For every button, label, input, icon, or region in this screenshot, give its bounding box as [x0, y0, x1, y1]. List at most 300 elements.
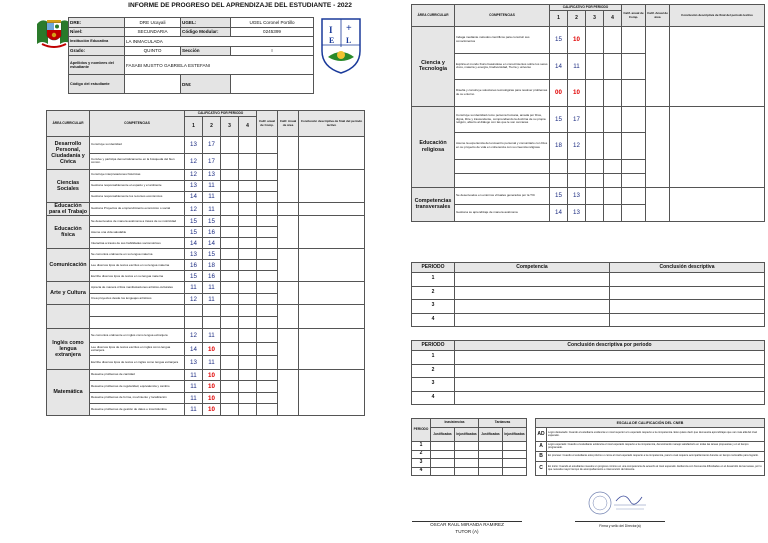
left-grade-p2: 17 — [203, 153, 221, 170]
institucion-label: Institución Educativa — [69, 37, 125, 47]
right-calif-anual — [622, 106, 646, 133]
left-conclusion — [299, 282, 365, 305]
right-col-calif-area-header: Calif. Anual de área — [646, 5, 670, 27]
left-grade-p3 — [221, 153, 239, 170]
left-grade-p1: 11 — [185, 392, 203, 404]
left-calif-anual — [257, 192, 278, 203]
scale-row — [536, 428, 765, 442]
left-grade-p1: 12 — [185, 170, 203, 181]
left-calif-area — [278, 369, 299, 415]
cp-row-3: 3 — [412, 378, 455, 392]
right-col-period-4: 4 — [604, 11, 622, 27]
right-grade-p4 — [604, 133, 622, 160]
left-grade-p3 — [221, 170, 239, 181]
left-calif-anual — [257, 181, 278, 192]
right-grade-p2: 17 — [568, 106, 586, 133]
att-tard-justificadas: Justificadas — [479, 428, 503, 442]
left-competencia: Gestiona responsablemente los recursos económicos — [90, 192, 185, 203]
director-signature-line — [575, 521, 665, 522]
left-conclusion — [299, 203, 365, 216]
right-competencia: Diseña y construye soluciones tecnológicas para resolver problemas de su entorno — [455, 80, 550, 107]
left-calif-anual — [257, 271, 278, 282]
att-tard-injustificadas: Injustificadas — [503, 428, 527, 442]
left-calif-anual — [257, 238, 278, 249]
left-calif-anual — [257, 153, 278, 170]
right-grade-p3 — [586, 27, 604, 54]
left-grade-p3 — [221, 271, 239, 282]
left-row — [47, 137, 365, 154]
right-grade-p3 — [586, 133, 604, 160]
right-grade-p1: 15 — [550, 187, 568, 204]
left-row — [47, 249, 365, 260]
left-calif-area — [278, 216, 299, 249]
left-grade-p2: 10 — [203, 392, 221, 404]
svg-text:L: L — [346, 36, 352, 45]
left-area-name: Ciencias Sociales — [47, 170, 90, 203]
left-grade-p4 — [239, 317, 257, 329]
right-area-name: Educación religiosa — [412, 106, 455, 187]
left-conclusion — [299, 249, 365, 282]
right-grade-p2 — [568, 173, 586, 187]
left-grade-p4 — [239, 181, 257, 192]
left-grade-p1: 12 — [185, 293, 203, 305]
left-calif-anual — [257, 170, 278, 181]
left-grade-p1: 12 — [185, 329, 203, 343]
left-conclusion — [299, 137, 365, 170]
left-grade-p1: 13 — [185, 181, 203, 192]
left-grade-p3 — [221, 181, 239, 192]
right-competencia: Gestiona su aprendizaje de manera autónoma — [455, 204, 550, 221]
att-inasistencias-header: Inasistencias — [431, 419, 479, 428]
right-grade-p2: 11 — [568, 53, 586, 80]
col-period-3: 3 — [221, 117, 239, 137]
left-grade-p2: 11 — [203, 282, 221, 294]
right-grade-p3 — [586, 53, 604, 80]
left-grade-p3 — [221, 342, 239, 356]
left-grade-p3 — [221, 227, 239, 238]
right-grade-p2: 12 — [568, 133, 586, 160]
right-calif-area — [646, 187, 670, 221]
seccion-label: Sección — [181, 46, 231, 56]
right-grade-p1: 18 — [550, 133, 568, 160]
pc-row-4: 4 — [412, 313, 455, 327]
cp-periodo-header: PERIODO — [412, 341, 455, 351]
left-calif-area — [278, 282, 299, 305]
nivel-value: SECUNDARIA — [125, 27, 181, 37]
left-calif-anual — [257, 260, 278, 271]
right-grade-p3 — [586, 204, 604, 221]
left-calif-anual — [257, 203, 278, 216]
director-signature-label: Firma y sello del Director(a) — [599, 524, 641, 528]
tutor-name: OSCAR RAUL MIRANDA RAMIREZ — [430, 522, 504, 527]
right-calif-area — [646, 106, 670, 187]
att-inas-injustificadas: Injustificadas — [455, 428, 479, 442]
right-grade-p3 — [586, 106, 604, 133]
att-row-3: 3 — [412, 459, 431, 468]
left-calif-anual — [257, 305, 278, 317]
right-calif-area — [646, 27, 670, 107]
left-calif-area — [278, 137, 299, 170]
right-area-name: Competencias transversales — [412, 187, 455, 221]
right-grade-p2: 13 — [568, 204, 586, 221]
right-competencia: Construye su identidad como persona humana, amada por Dios, digna, libre y trascendente, comprendiendo la doctrina de su propia religión, abierto al diálogo con las que le son cercanas — [455, 106, 550, 133]
left-grade-p4 — [239, 381, 257, 393]
report-title: INFORME DE PROGRESO DEL APRENDIZAJE DEL ESTUDIANTE - 2022 — [128, 2, 352, 9]
right-col-period-2: 2 — [568, 11, 586, 27]
right-row — [412, 106, 765, 133]
tutor-role: TUTOR (A) — [455, 529, 479, 534]
left-grade-p1: 12 — [185, 153, 203, 170]
left-grade-p3 — [221, 192, 239, 203]
right-grade-p1: 14 — [550, 53, 568, 80]
institucion-value: LA INMACULADA — [125, 37, 314, 47]
left-area-name — [47, 305, 90, 329]
left-grade-p4 — [239, 238, 257, 249]
dre-value: DRE Ucayali — [125, 18, 181, 28]
scale-row — [536, 442, 765, 452]
right-calif-anual — [622, 187, 646, 204]
codigo-modular-label: Código Modular: — [181, 27, 231, 37]
left-grade-p1: 15 — [185, 216, 203, 227]
left-grade-p2: 10 — [203, 342, 221, 356]
right-grade-p1 — [550, 159, 568, 173]
scale-code: AD — [536, 428, 547, 442]
left-grade-p2: 18 — [203, 260, 221, 271]
left-row — [47, 203, 365, 216]
left-area-name: Matemática — [47, 369, 90, 415]
left-grades-table — [46, 110, 365, 416]
left-area-name: Inglés como lengua extranjera — [47, 329, 90, 370]
left-grade-p2: 15 — [203, 249, 221, 260]
ugel-value: UGEL Coronel Portillo — [231, 18, 314, 28]
left-competencia: Escribe diversos tipos de textos en inglés como lengua extranjera — [90, 356, 185, 370]
cp-conclusion-header: Conclusión descriptiva por periodo — [455, 341, 765, 351]
left-row — [47, 305, 365, 317]
right-col-calif-anual-header: Calif. anual de Comp. — [622, 5, 646, 27]
left-calif-anual — [257, 216, 278, 227]
left-grade-p3 — [221, 317, 239, 329]
left-grade-p3 — [221, 137, 239, 154]
left-grade-p2: 11 — [203, 293, 221, 305]
left-competencia: Construye interpretaciones históricas — [90, 170, 185, 181]
left-grade-p4 — [239, 249, 257, 260]
left-grade-p3 — [221, 203, 239, 216]
right-competencia: Explica el mundo físico basándose en conocimientos sobre los seres vivos, materia y energía, biodiversidad, Tierra y universo — [455, 53, 550, 80]
left-grade-p2: 17 — [203, 137, 221, 154]
cp-row-4: 4 — [412, 391, 455, 405]
right-competencia: Se desenvuelve en entornos virtuales generados por la TIC — [455, 187, 550, 204]
right-grade-p2: 10 — [568, 27, 586, 54]
director-stamp-icon — [586, 489, 650, 517]
periodo-competencia-table — [411, 262, 765, 327]
right-grade-p4 — [604, 53, 622, 80]
right-row — [412, 187, 765, 204]
left-competencia — [90, 305, 185, 317]
left-conclusion — [299, 216, 365, 249]
cp-row-1: 1 — [412, 351, 455, 365]
scale-row — [536, 462, 765, 476]
right-calif-anual — [622, 80, 646, 107]
scale-row — [536, 452, 765, 462]
left-grade-p1: 13 — [185, 356, 203, 370]
left-competencia: Gestiona Proyectos de emprendimiento económico o social — [90, 203, 185, 216]
att-periodo-header: PERIODO — [412, 419, 431, 442]
school-crest-icon — [320, 17, 362, 75]
left-competencia: Asume una vida saludable — [90, 227, 185, 238]
left-grade-p2 — [203, 305, 221, 317]
left-competencia: Se comunica oralmente en su lengua materna — [90, 249, 185, 260]
right-grade-p1: 14 — [550, 204, 568, 221]
left-row — [47, 329, 365, 343]
left-grade-p4 — [239, 137, 257, 154]
right-grade-p4 — [604, 159, 622, 173]
pc-conclusion-header: Conclusión descriptiva — [610, 263, 765, 273]
left-competencia: Interactúa a través de sus habilidades sociomotrices — [90, 238, 185, 249]
left-grade-p2: 10 — [203, 381, 221, 393]
left-competencia: Aprecia de manera crítica manifestaciones artístico-culturales — [90, 282, 185, 294]
right-calif-anual — [622, 27, 646, 54]
right-col-calificativo-header: CALIFICATIVO POR PERIODO — [550, 5, 622, 11]
left-grade-p2: 16 — [203, 271, 221, 282]
left-grade-p4 — [239, 356, 257, 370]
right-calif-anual — [622, 173, 646, 187]
left-grade-p4 — [239, 329, 257, 343]
left-conclusion — [299, 369, 365, 415]
right-grade-p4 — [604, 80, 622, 107]
scale-description: En inicio: Cuando el estudiante muestra un progreso mínimo en una competencia de acuerdo al nivel esperado. Evidencia con frecuencia dificultades en el desarrollo de las tareas, por lo que necesita mayor tiempo de acompañamiento e intervención del docente. — [547, 462, 765, 476]
left-row — [47, 216, 365, 227]
left-calif-anual — [257, 249, 278, 260]
left-grade-p4 — [239, 392, 257, 404]
left-competencia: Construye su identidad — [90, 137, 185, 154]
left-grade-p1: 15 — [185, 271, 203, 282]
left-competencia: Resuelve problemas de cantidad — [90, 369, 185, 381]
dre-label: DRE: — [69, 18, 125, 28]
left-area-name: Arte y Cultura — [47, 282, 90, 305]
right-grade-p4 — [604, 173, 622, 187]
left-grade-p2: 16 — [203, 227, 221, 238]
right-grade-p1 — [550, 173, 568, 187]
left-grade-p1: 12 — [185, 203, 203, 216]
dni-label: DNI: — [181, 75, 231, 94]
ugel-label: UGEL: — [181, 18, 231, 28]
left-grade-p2: 11 — [203, 192, 221, 203]
right-competencia: Indaga mediante métodos científicos para construir sus conocimientos — [455, 27, 550, 54]
right-competencia — [455, 173, 550, 187]
left-competencia: Crea proyectos desde los lenguajes artísticos — [90, 293, 185, 305]
left-area-name: Comunicación — [47, 249, 90, 282]
left-grade-p3 — [221, 329, 239, 343]
right-grade-p4 — [604, 187, 622, 204]
left-competencia: Se comunica oralmente en inglés como lengua extranjera — [90, 329, 185, 343]
left-grade-p1: 13 — [185, 249, 203, 260]
right-conclusion — [670, 106, 765, 187]
left-grade-p3 — [221, 293, 239, 305]
svg-text:+: + — [346, 23, 352, 34]
left-grade-p4 — [239, 271, 257, 282]
right-competencia: Asume la experiencia del encuentro personal y comunitario con Dios en su proyecto de vida en coherencia con su creencia religiosa — [455, 133, 550, 160]
right-grade-p4 — [604, 27, 622, 54]
scale-description: Logro destacado: Cuando el estudiante evidencia un nivel superior a lo esperado respecto a la competencia. Esto quiere decir que demuestra aprendizajes que van más allá del nivel esperado. — [547, 428, 765, 442]
right-calif-anual — [622, 159, 646, 173]
right-grade-p3 — [586, 187, 604, 204]
left-grade-p1: 11 — [185, 282, 203, 294]
col-competencias-header: COMPETENCIAS — [90, 111, 185, 137]
col-period-4: 4 — [239, 117, 257, 137]
right-calif-anual — [622, 204, 646, 221]
pc-row-2: 2 — [412, 286, 455, 300]
dni-value — [231, 75, 314, 94]
pc-competencia-header: Competencia — [455, 263, 610, 273]
att-tardanzas-header: Tardanzas — [479, 419, 527, 428]
codigo-estudiante-label: Código del estudiante — [69, 75, 125, 94]
col-calif-anual-header: Calif. anual de Comp. — [257, 111, 278, 137]
grado-label: Grado: — [69, 46, 125, 56]
left-grade-p2: 14 — [203, 238, 221, 249]
scale-code: B — [536, 452, 547, 462]
right-grade-p3 — [586, 173, 604, 187]
left-grade-p2: 11 — [203, 329, 221, 343]
left-grade-p3 — [221, 356, 239, 370]
left-grade-p4 — [239, 293, 257, 305]
right-competencia — [455, 159, 550, 173]
left-grade-p3 — [221, 216, 239, 227]
left-grade-p3 — [221, 369, 239, 381]
left-grade-p1: 11 — [185, 404, 203, 416]
left-row — [47, 282, 365, 294]
left-row — [47, 369, 365, 381]
pc-periodo-header: PERIODO — [412, 263, 455, 273]
left-calif-anual — [257, 317, 278, 329]
left-conclusion — [299, 170, 365, 203]
left-calif-anual — [257, 381, 278, 393]
left-calif-area — [278, 305, 299, 329]
right-grade-p1: 00 — [550, 80, 568, 107]
right-grade-p3 — [586, 80, 604, 107]
left-grade-p3 — [221, 404, 239, 416]
left-calif-area — [278, 329, 299, 370]
left-grade-p4 — [239, 216, 257, 227]
left-grade-p3 — [221, 381, 239, 393]
left-competencia: Se desenvuelve de manera autónoma a través de su motricidad — [90, 216, 185, 227]
left-grade-p4 — [239, 282, 257, 294]
left-grade-p1: 13 — [185, 137, 203, 154]
right-conclusion — [670, 187, 765, 221]
right-conclusion — [670, 27, 765, 107]
left-grade-p3 — [221, 249, 239, 260]
left-area-name: Educación física — [47, 216, 90, 249]
left-calif-anual — [257, 227, 278, 238]
left-grade-p1: 14 — [185, 192, 203, 203]
left-grade-p3 — [221, 392, 239, 404]
grado-value: QUINTO — [125, 46, 181, 56]
left-row — [47, 170, 365, 181]
left-calif-anual — [257, 356, 278, 370]
right-grade-p4 — [604, 204, 622, 221]
left-grade-p4 — [239, 170, 257, 181]
left-area-name: Desarrollo Personal, Ciudadanía y Cívica — [47, 137, 90, 170]
left-grade-p4 — [239, 342, 257, 356]
right-grade-p4 — [604, 106, 622, 133]
left-grade-p2: 10 — [203, 369, 221, 381]
right-col-area-header: ÁREA CURRICULAR — [412, 5, 455, 27]
left-calif-anual — [257, 293, 278, 305]
right-grade-p2 — [568, 159, 586, 173]
right-col-period-3: 3 — [586, 11, 604, 27]
att-row-4: 4 — [412, 467, 431, 476]
right-area-name: Ciencia y Tecnología — [412, 27, 455, 107]
scale-description: Logro esperado: Cuando el estudiante evidencia el nivel esperado respecto a la competencia, demostrando manejo satisfactorio en todas las tareas propuestas y en el tiempo programado. — [547, 442, 765, 452]
left-grade-p1 — [185, 305, 203, 317]
scale-title: ESCALA DE CALIFICACIÓN DEL CNEB — [536, 419, 765, 428]
right-calif-anual — [622, 133, 646, 160]
left-grade-p1: 11 — [185, 369, 203, 381]
left-conclusion — [299, 305, 365, 329]
left-calif-area — [278, 203, 299, 216]
right-grade-p1: 15 — [550, 106, 568, 133]
nombres-label: Apellidos y nombres del estudiante — [69, 56, 125, 75]
svg-text:I: I — [329, 25, 333, 35]
att-row-1: 1 — [412, 442, 431, 451]
codigo-modular-value: 0245399 — [231, 27, 314, 37]
left-competencia: Resuelve problemas de regularidad, equivalencia y cambio — [90, 381, 185, 393]
left-grade-p3 — [221, 282, 239, 294]
right-calif-anual — [622, 53, 646, 80]
nombres-value: FASABI MUSTTO GABRIELA ESTEFANI — [125, 56, 314, 75]
left-competencia: Resuelve problemas de gestión de datos e incertidumbre — [90, 404, 185, 416]
col-area-header: ÁREA CURRICULAR — [47, 111, 90, 137]
left-competencia: Resuelve problemas de forma, movimiento y localización — [90, 392, 185, 404]
left-grade-p1: 14 — [185, 238, 203, 249]
left-grade-p4 — [239, 153, 257, 170]
left-competencia: Gestiona responsablemente el espacio y el ambiente — [90, 181, 185, 192]
col-conclusion-header: Conclusión descriptiva de final del periodo lectivo — [299, 111, 365, 137]
left-calif-area — [278, 170, 299, 203]
left-competencia: Lee diversos tipos de textos escritos en su lengua materna — [90, 260, 185, 271]
left-calif-area — [278, 249, 299, 282]
left-grade-p2: 13 — [203, 170, 221, 181]
col-calif-area-header: Calif. Anual de área — [278, 111, 299, 137]
left-calif-anual — [257, 342, 278, 356]
left-competencia: Escribe diversos tipos de textos en su lengua materna — [90, 271, 185, 282]
col-period-1: 1 — [185, 117, 203, 137]
left-grade-p1: 16 — [185, 260, 203, 271]
right-col-conclusion-header: Conclusión descriptiva de final del periodo lectivo — [670, 5, 765, 27]
left-competencia — [90, 317, 185, 329]
att-inas-justificadas: Justificadas — [431, 428, 455, 442]
att-row-2: 2 — [412, 450, 431, 459]
pc-row-3: 3 — [412, 300, 455, 314]
col-period-2: 2 — [203, 117, 221, 137]
scale-table — [535, 418, 765, 476]
left-competencia: Convive y participa democráticamente en la búsqueda del bien común. — [90, 153, 185, 170]
left-calif-anual — [257, 404, 278, 416]
left-grade-p4 — [239, 404, 257, 416]
left-calif-anual — [257, 282, 278, 294]
left-grade-p4 — [239, 203, 257, 216]
left-grade-p3 — [221, 238, 239, 249]
left-grade-p4 — [239, 192, 257, 203]
student-info-table — [68, 17, 314, 94]
right-row — [412, 27, 765, 54]
left-grade-p2: 11 — [203, 181, 221, 192]
codigo-estudiante-value — [125, 75, 181, 94]
left-grade-p2: 11 — [203, 356, 221, 370]
left-area-name: Educación para el Trabajo — [47, 203, 90, 216]
left-grade-p1 — [185, 317, 203, 329]
right-grade-p3 — [586, 159, 604, 173]
col-calificativo-header: CALIFICATIVO POR PERIODO — [185, 111, 257, 117]
